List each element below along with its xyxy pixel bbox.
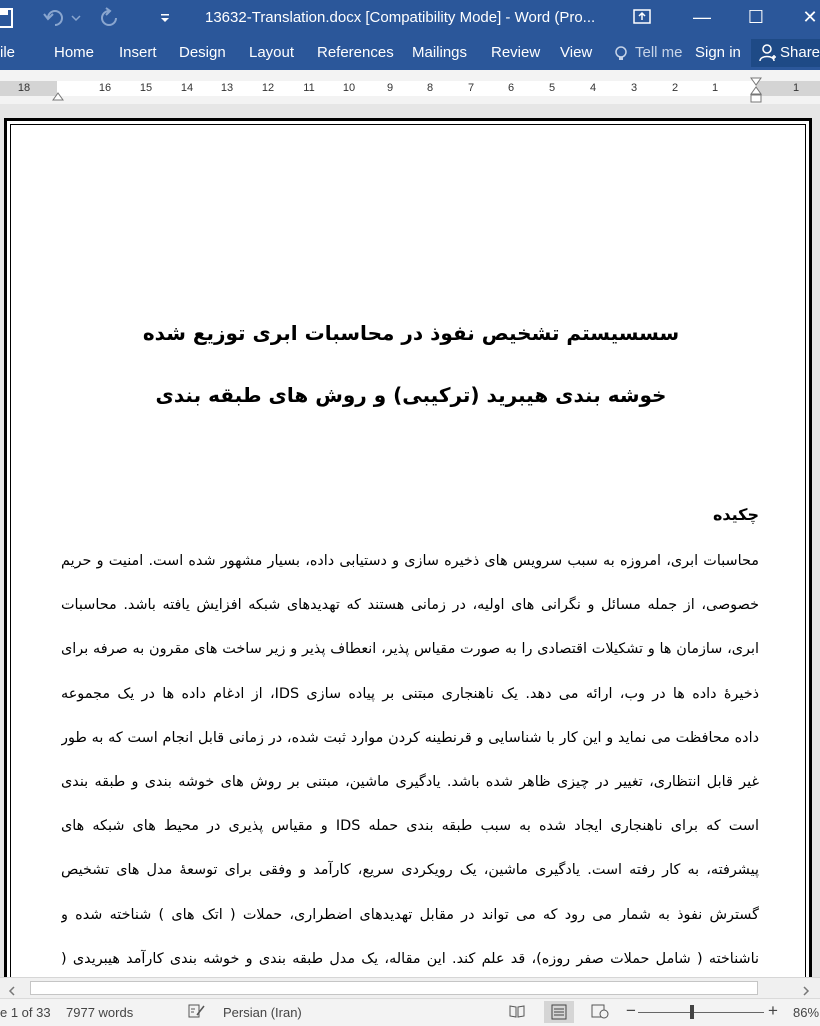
ruler-number: 18 — [17, 82, 31, 94]
ruler-number: 8 — [426, 82, 434, 94]
title-bar — [0, 0, 820, 36]
tab-references[interactable]: References — [317, 44, 394, 61]
tell-me-search[interactable]: Tell me — [635, 44, 683, 61]
horizontal-ruler[interactable] — [0, 70, 820, 104]
abstract-line: داده محافظت می نماید و این کار با شناسایی و قرنطینه کردن موارد ثبت شده، در زمانی قابل انجام است که به طور — [61, 729, 759, 746]
zoom-level[interactable]: 86% — [793, 1005, 820, 1020]
document-page[interactable] — [4, 118, 812, 977]
ruler-number: 1 — [711, 82, 719, 94]
abstract-line: غیر قابل انتظاری، تغییر در چیزی ظاهر شده باشد. یادگیری ماشین، مبتنی بر روش های خوشه بندی و طبقه بندی — [61, 774, 759, 791]
user-icon — [758, 43, 778, 68]
save-icon[interactable] — [0, 6, 14, 30]
document-title-line-2: خوشه بندی هیبرید (ترکیبی) و روش های طبقه بندی — [155, 383, 667, 407]
tab-view[interactable]: View — [560, 44, 593, 61]
abstract-line: پیشرفته، به کار رفته است. یادگیری ماشین، یک رویکردی سریع، کارآمد و وفقی برای توسعهٔ مدل های تشخیص — [61, 862, 759, 879]
redo-icon[interactable] — [98, 6, 122, 30]
customize-icon[interactable] — [158, 6, 174, 30]
language-indicator[interactable]: Persian (Iran) — [223, 1005, 302, 1020]
tab-mailings[interactable]: Mailings — [412, 44, 468, 61]
ruler-number: 13 — [220, 82, 234, 94]
abstract-heading: چکیده — [712, 505, 759, 524]
ruler-number: 10 — [342, 82, 356, 94]
share-label: Share — [780, 44, 820, 61]
print-layout-icon[interactable] — [544, 1001, 574, 1023]
document-title-line-1: سسسیستم تشخیص نفوذ در محاسبات ابری توزیع شده — [142, 321, 680, 345]
tab-review[interactable]: Review — [491, 44, 541, 61]
abstract-line: محاسبات ابری، امروزه به سبب سرویس های ذخیره سازی و دستیابی داده، بسیار مشهور شده است. امنیت و حریم — [61, 553, 759, 569]
zoom-in-button[interactable]: + — [768, 1001, 778, 1020]
ruler-number: 14 — [180, 82, 194, 94]
ribbon-display-icon[interactable] — [628, 4, 656, 30]
abstract-line: ابری، سازمان ها و تشکیلات اقتصادی را به صورت مقیاس پذیر، انعطاف پذیر و زیر ساخت های مقرون به صرفه برای — [61, 641, 759, 658]
ruler-number: 5 — [548, 82, 556, 94]
window-title: 13632-Translation.docx [Compatibility Mode] - Word (Pro... — [205, 9, 596, 26]
ruler-number: 1 — [792, 82, 800, 94]
ruler-number: 15 — [139, 82, 153, 94]
ruler-number: 7 — [467, 82, 475, 94]
web-layout-icon[interactable] — [591, 1003, 609, 1022]
ruler-right-margin — [756, 81, 820, 96]
status-bar — [0, 998, 820, 1026]
ruler-number: 16 — [98, 82, 112, 94]
document-area[interactable] — [0, 104, 820, 977]
read-mode-icon[interactable] — [509, 1003, 525, 1022]
abstract-line: خصوصی، از جمله مسائل و نگرانی های اولیه، در زمانی هستند که تهدیدهای شبکه افزایش یافته باشد. محاسبات — [61, 597, 759, 614]
abstract-line: است که برای ناهنجاری ایجاد شده به سبب طبقه بندی حمله IDS و مقیاس پذیری در محیط های شبکه های — [61, 818, 759, 835]
share-button[interactable] — [751, 39, 820, 67]
scrollbar-thumb[interactable] — [30, 981, 758, 995]
abstract-line: ناشناخته ( شامل حملات صفر روزه)، قد علم کند. این مقاله، یک مدل طبقه بندی و خوشه بندی کارآمد هیبریدی ( — [61, 950, 759, 967]
ruler-number: 2 — [671, 82, 679, 94]
ruler-number: 6 — [507, 82, 515, 94]
zoom-slider[interactable] — [638, 1012, 764, 1013]
undo-icon[interactable] — [42, 6, 82, 30]
zoom-slider-thumb[interactable] — [690, 1005, 694, 1019]
horizontal-scrollbar[interactable] — [0, 977, 820, 998]
minimize-button[interactable]: — — [693, 7, 711, 27]
ruler-number: 4 — [589, 82, 597, 94]
tab-file[interactable]: ile — [0, 44, 16, 61]
close-button[interactable]: ✕ — [802, 7, 818, 27]
sign-in-link[interactable]: Sign in — [695, 44, 741, 61]
ruler-track — [0, 81, 820, 96]
ruler-number: 3 — [630, 82, 638, 94]
maximize-button[interactable]: ☐ — [747, 7, 765, 27]
proofing-icon[interactable] — [188, 1003, 206, 1022]
tab-insert[interactable]: Insert — [119, 44, 157, 61]
tab-design[interactable]: Design — [179, 44, 226, 61]
tab-layout[interactable]: Layout — [249, 44, 295, 61]
abstract-line: گسترش نفوذ به شمار می رود که می تواند در مقابل تهدیدهای اضطراری، حملات ( اتک های ) شناخته شده و — [61, 906, 759, 923]
zoom-out-button[interactable]: − — [626, 1001, 636, 1020]
lightbulb-icon[interactable] — [614, 45, 628, 67]
ruler-number: 12 — [261, 82, 275, 94]
tab-home[interactable]: Home — [54, 44, 95, 61]
ribbon-tabs — [0, 36, 820, 70]
ruler-number: 11 — [303, 82, 315, 94]
abstract-paragraph[interactable] — [61, 539, 759, 977]
word-count[interactable]: 7977 words — [66, 1005, 134, 1020]
ruler-number: 9 — [386, 82, 394, 94]
page-count[interactable]: e 1 of 33 — [0, 1005, 51, 1020]
abstract-line: ذخیرهٔ داده ها در وب، ارائه می دهد. یک ناهنجاری مبتنی بر پیاده سازی IDS، از ادغام داده ها در یک مجموعه — [61, 685, 759, 702]
